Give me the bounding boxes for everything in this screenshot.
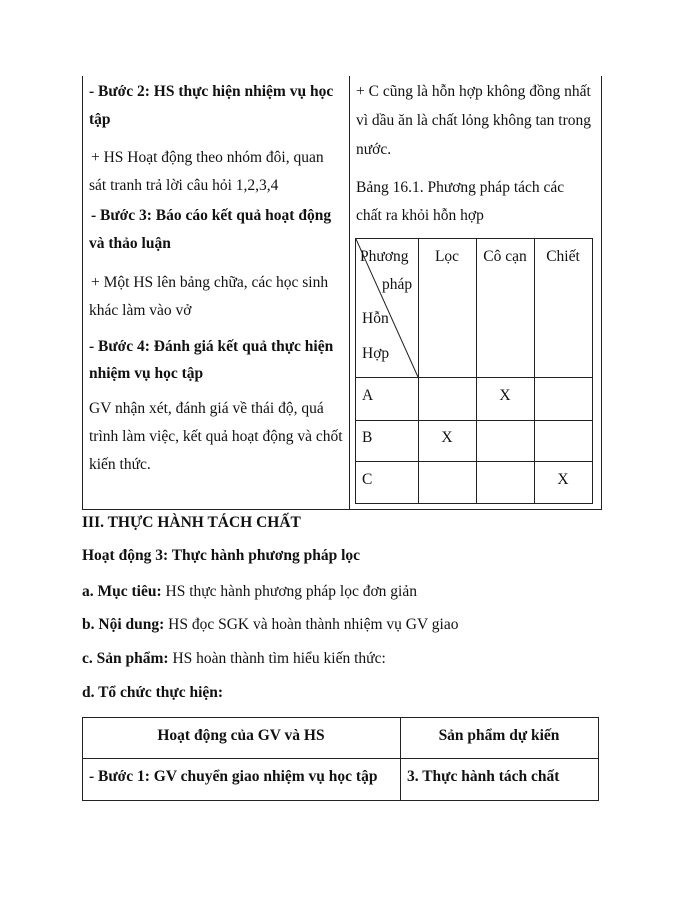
diag-header-mixture-cont: Hợp xyxy=(362,345,390,362)
goal-text: HS thực hành phương pháp lọc đơn giản xyxy=(161,583,417,600)
caption-line-1: Bảng 16.1. Phương pháp tách các xyxy=(356,179,565,196)
row-label: B xyxy=(362,429,373,446)
step4-title-cont: nhiệm vụ học tập xyxy=(89,365,204,382)
column-header: Lọc xyxy=(434,248,460,265)
column-header: Chiết xyxy=(546,248,580,265)
step4-body-end: kiến thức. xyxy=(89,456,151,473)
column-header: Cô cạn xyxy=(483,248,527,265)
step1-cell: - Bước 1: GV chuyển giao nhiệm vụ học tập xyxy=(89,768,378,785)
product-line xyxy=(82,649,386,669)
product-text: HS hoàn thành tìm hiểu kiến thức: xyxy=(168,650,386,667)
step3-body: + Một HS lên bảng chữa, các học sinh xyxy=(91,274,329,291)
diag-header-method-cont: pháp xyxy=(382,276,413,293)
note-line-2: vì dầu ăn là chất lỏng không tan trong xyxy=(356,112,592,129)
step2-title: - Bước 2: HS thực hiện nhiệm vụ học xyxy=(89,83,334,100)
goal-label: a. Mục tiêu: xyxy=(82,583,162,600)
step3-title: - Bước 3: Báo cáo kết quả hoạt động xyxy=(91,207,332,224)
header-expected-product: Sản phẩm dự kiến xyxy=(438,727,560,744)
organization-heading: d. Tổ chức thực hiện: xyxy=(82,684,224,701)
step3-title-cont: và thảo luận xyxy=(89,235,171,252)
diag-header-method: Phương xyxy=(360,248,409,265)
table-cell: X xyxy=(557,471,569,488)
step4-body-cont: trình làm việc, kết quả hoạt động và chốt xyxy=(89,428,343,445)
content-text: HS đọc SGK và hoàn thành nhiệm vụ GV giao xyxy=(164,616,459,633)
row-label: C xyxy=(362,471,373,488)
step2-title-cont: tập xyxy=(89,111,111,128)
note-line-1: + C cũng là hỗn hợp không đồng nhất xyxy=(356,83,591,100)
row-label: A xyxy=(362,387,374,404)
step4-body: GV nhận xét, đánh giá về thái độ, quá xyxy=(89,400,324,417)
table-cell: X xyxy=(441,429,453,446)
table-cell: X xyxy=(499,387,511,404)
header-activity: Hoạt động của GV và HS xyxy=(157,727,325,744)
caption-line-2: chất ra khỏi hỗn hợp xyxy=(356,207,484,224)
step3-body-cont: khác làm vào vở xyxy=(89,302,192,319)
activity-heading: Hoạt động 3: Thực hành phương pháp lọc xyxy=(82,547,361,564)
goal-line xyxy=(82,582,417,602)
product-label: c. Sản phẩm: xyxy=(82,650,169,667)
content-line xyxy=(82,615,458,635)
practice-cell: 3. Thực hành tách chất xyxy=(407,768,560,785)
diag-header-mixture: Hỗn xyxy=(362,310,389,327)
step2-body-cont: sát tranh trả lời câu hỏi 1,2,3,4 xyxy=(89,177,279,194)
step4-title: - Bước 4: Đánh giá kết quả thực hiện xyxy=(89,338,334,355)
note-line-3: nước. xyxy=(356,141,392,158)
section-heading: III. THỰC HÀNH TÁCH CHẤT xyxy=(82,514,301,531)
step2-body: + HS Hoạt động theo nhóm đôi, quan xyxy=(91,149,324,166)
content-label: b. Nội dung: xyxy=(82,616,165,633)
